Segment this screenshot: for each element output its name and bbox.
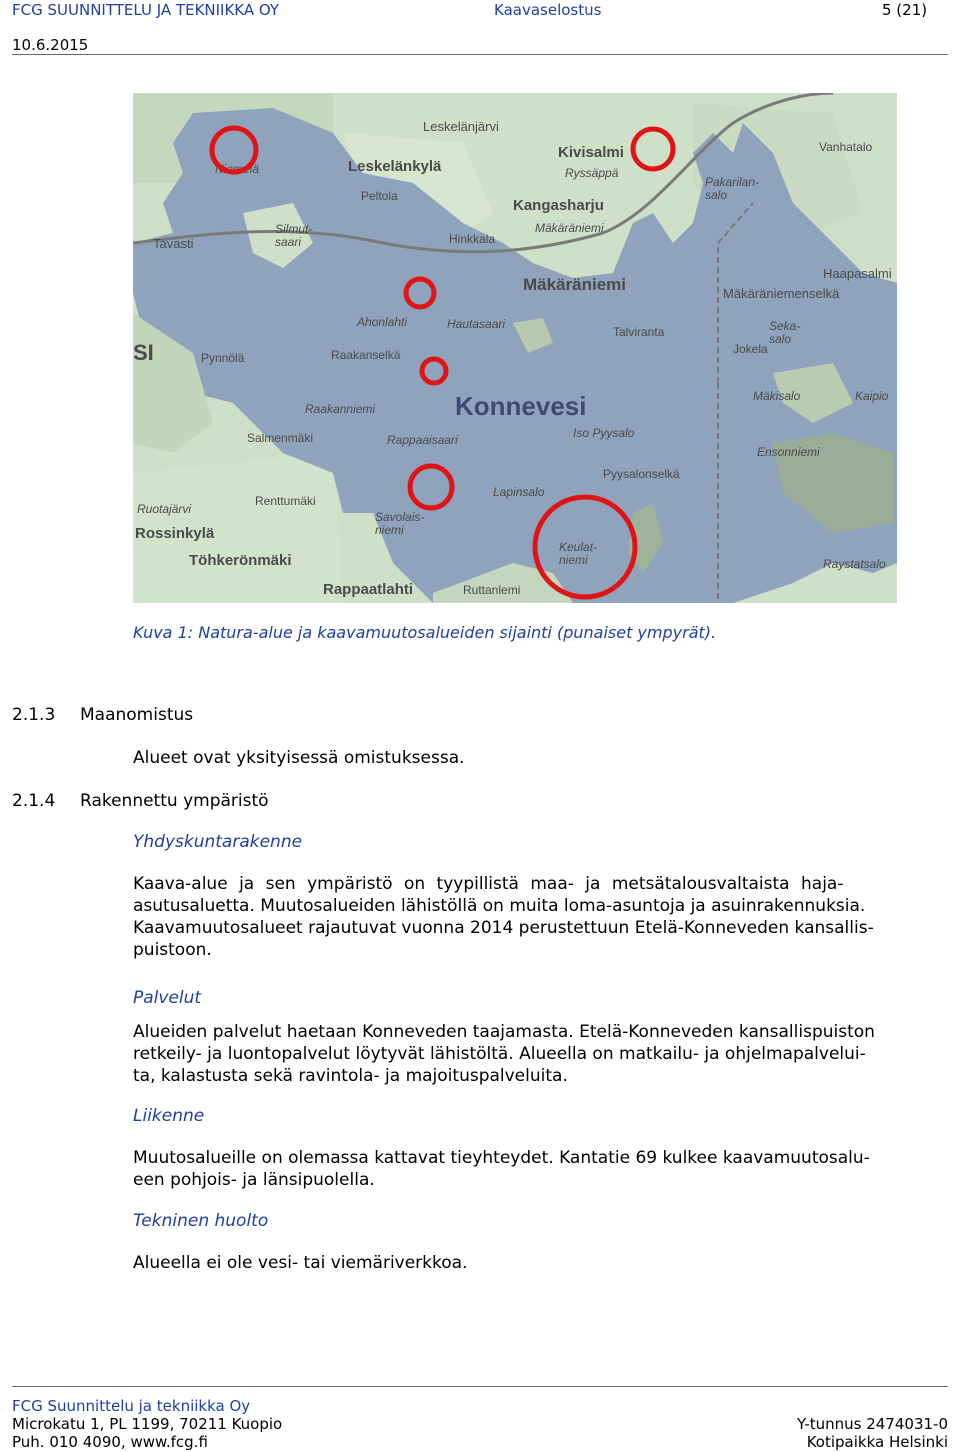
map-label: Hautasaari bbox=[447, 317, 506, 331]
figure-caption: Kuva 1: Natura-alue ja kaavamuutosalueiden sijainti (punaiset ympyrät). bbox=[133, 623, 717, 642]
subheading: Tekninen huolto bbox=[133, 1211, 269, 1231]
paragraph: Alueet ovat yksityisessä omistuksessa. bbox=[133, 748, 465, 768]
map-label: Kangasharju bbox=[513, 197, 604, 214]
map-label: Pynnölä bbox=[201, 351, 245, 365]
header-date: 10.6.2015 bbox=[12, 36, 89, 54]
map-label: Renttumäki bbox=[255, 494, 316, 508]
footer-address: Microkatu 1, PL 1199, 70211 Kuopio bbox=[12, 1415, 283, 1433]
section-title: Rakennettu ympäristö bbox=[80, 791, 269, 811]
map-label: Savolais-niemi bbox=[375, 510, 425, 538]
map-label: Kivisalmi bbox=[558, 144, 624, 161]
map-label: Silmut-saari bbox=[275, 222, 313, 250]
map-label: Ensonniemi bbox=[757, 445, 820, 459]
header-divider bbox=[12, 54, 948, 55]
paragraph-line: Alueiden palvelut haetaan Konneveden taajamasta. Etelä-Konneveden kansallispuiston bbox=[133, 1022, 875, 1042]
map-label: Talviranta bbox=[613, 325, 665, 339]
natura-map-figure bbox=[133, 93, 897, 603]
header-page-number: 5 (21) bbox=[882, 1, 928, 19]
header-company: FCG SUUNNITTELU JA TEKNIIKKA OY bbox=[12, 1, 280, 19]
paragraph bbox=[133, 1147, 953, 1191]
map-label: Peltola bbox=[361, 189, 398, 203]
map-label: Seka-salo bbox=[769, 319, 801, 347]
paragraph-line: een pohjois- ja länsipuolella. bbox=[133, 1170, 375, 1190]
map-label: Niemelä bbox=[215, 162, 260, 176]
map-label: Rappaatlahti bbox=[323, 581, 414, 598]
map-label: Konnevesi bbox=[455, 391, 587, 421]
map-label: Jokela bbox=[733, 342, 768, 356]
section-number: 2.1.3 bbox=[12, 705, 56, 725]
map-label: Mäkisalo bbox=[753, 389, 801, 403]
section-title: Maanomistus bbox=[80, 705, 194, 725]
map-label: Ryssäppä bbox=[565, 166, 619, 180]
map-label: Mäkäräniemi bbox=[523, 275, 626, 294]
map-label: Raakanselkä bbox=[331, 348, 401, 362]
map-label: Hinkkala bbox=[449, 232, 496, 246]
paragraph-line: asutusaluetta. Muutosalueiden lähistöllä on muita loma-asuntoja ja asuinrakennuksia. bbox=[133, 896, 866, 916]
paragraph bbox=[133, 1021, 953, 1087]
footer-phone: Puh. 010 4090, www.fcg.fi bbox=[12, 1433, 208, 1451]
map-label: Rappaaisaari bbox=[387, 433, 458, 447]
map-label: Mäkäräniemi bbox=[535, 221, 604, 235]
paragraph-line: Muutosalueille on olemassa kattavat tieyhteydet. Kantatie 69 kulkee kaavamuutosalu- bbox=[133, 1148, 870, 1168]
map-label: Vanhatalo bbox=[819, 140, 873, 154]
map-label: Iso Pyysalo bbox=[573, 426, 635, 440]
map-label: Lapinsalo bbox=[493, 485, 545, 499]
line-text: Kaava-alue ja sen ympäristö on tyypillistä maa- ja metsätalousvaltaista haja- bbox=[133, 874, 844, 894]
footer-ytunnus: Y-tunnus 2474031-0 bbox=[796, 1415, 948, 1433]
paragraph-line: ta, kalastusta sekä ravintola- ja majoituspalveluita. bbox=[133, 1066, 568, 1086]
map-label: Kaipio bbox=[855, 389, 889, 403]
subheading: Palvelut bbox=[133, 988, 202, 1008]
map-label: Haapasalmi bbox=[823, 266, 892, 281]
map-label: Salmenmäki bbox=[247, 431, 314, 445]
map-label: Mäkäräniemenselkä bbox=[723, 286, 840, 301]
map-label: Leskelänkylä bbox=[348, 158, 442, 175]
map-label: Raakanniemi bbox=[305, 402, 376, 416]
paragraph-line: Kaavamuutosalueet rajautuvat vuonna 2014 perustettuun Etelä-Konneveden kansallis- bbox=[133, 918, 874, 938]
footer-divider bbox=[12, 1386, 948, 1387]
map-label: Raystatsalo bbox=[823, 557, 886, 571]
paragraph-line bbox=[133, 873, 953, 895]
section-number: 2.1.4 bbox=[12, 791, 56, 811]
footer-company: FCG Suunnittelu ja tekniikka Oy bbox=[12, 1397, 251, 1415]
map-label: SI bbox=[133, 340, 154, 365]
paragraph: Alueella ei ole vesi- tai viemäriverkkoa. bbox=[133, 1253, 468, 1273]
map-label: Leskelänjärvi bbox=[423, 119, 499, 134]
map-label: Ahonlahti bbox=[357, 315, 408, 329]
map-label: Töhkerönmäki bbox=[189, 552, 292, 569]
paragraph-line: retkeily- ja luontopalvelut löytyvät lähistöltä. Alueella on matkailu- ja ohjelmapalvelui- bbox=[133, 1044, 866, 1064]
footer-domicile: Kotipaikka Helsinki bbox=[806, 1433, 948, 1451]
map-label: Pyysalonselkä bbox=[603, 467, 680, 481]
header-doc-title: Kaavaselostus bbox=[494, 1, 602, 19]
map-label: Ruotajärvi bbox=[137, 502, 192, 516]
subheading: Yhdyskuntarakenne bbox=[133, 832, 303, 852]
map-label: Pakarilan-salo bbox=[705, 175, 760, 203]
subheading: Liikenne bbox=[133, 1106, 205, 1126]
map-label: Tavasti bbox=[153, 236, 194, 251]
paragraph-line: puistoon. bbox=[133, 940, 212, 960]
paragraph bbox=[133, 873, 953, 961]
map-label: Ruttanlemi bbox=[463, 583, 521, 597]
map-label: Rossinkylä bbox=[135, 525, 215, 542]
map-label: Keulat-niemi bbox=[559, 540, 598, 568]
